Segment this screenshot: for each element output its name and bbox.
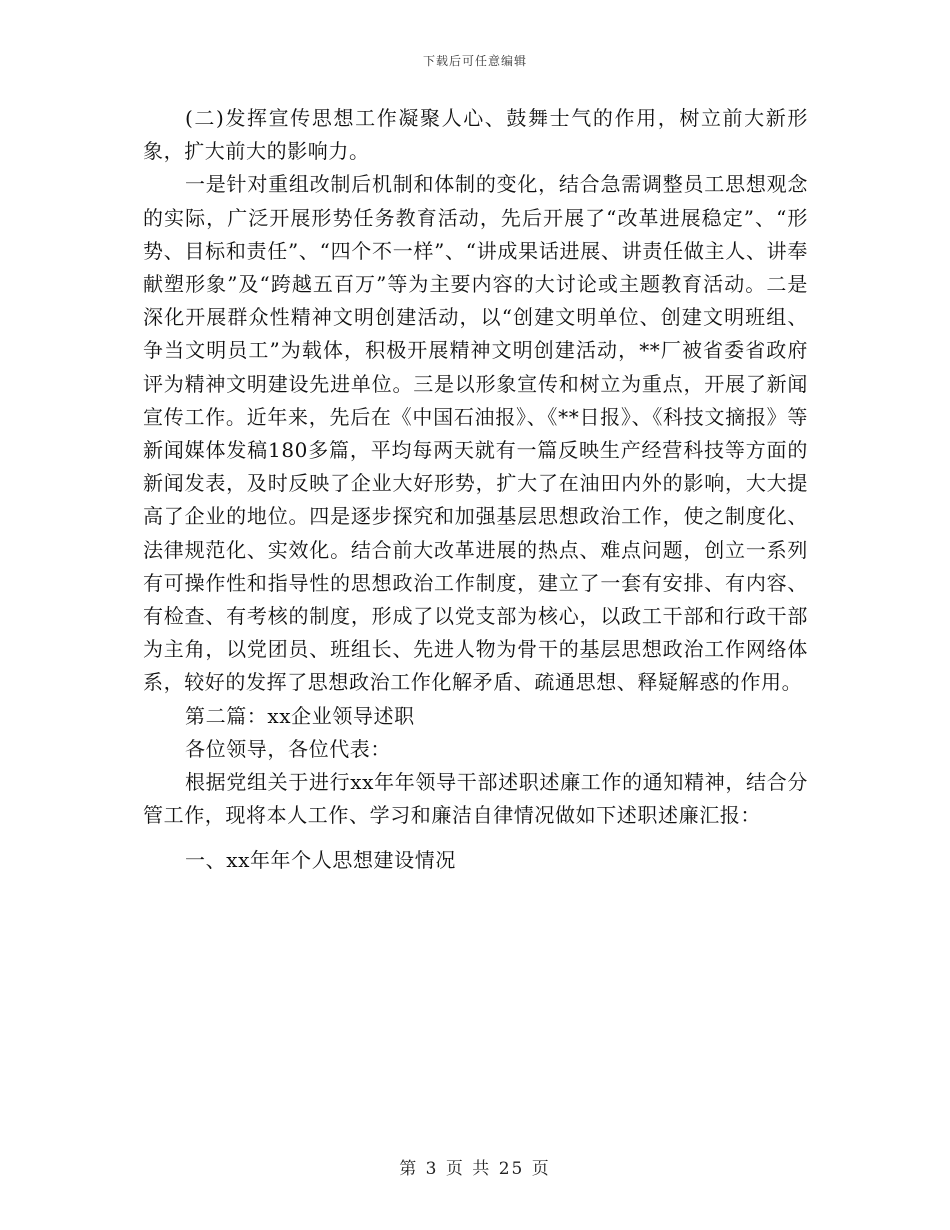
document-body bbox=[143, 102, 808, 878]
chapter-title-second: 第二篇：xx企业领导述职 bbox=[185, 703, 415, 728]
body-paragraph-intro: 根据党组关于进行xx年年领导干部述职述廉工作的通知精神，结合分管工作，现将本人工作、学习和廉洁自律情况做如下述职述廉汇报： bbox=[143, 770, 808, 828]
page-number-footer: 第 3 页 共 25 页 bbox=[399, 1159, 551, 1179]
page-header-note: 下载后可任意编辑 bbox=[422, 54, 527, 68]
section-heading-ideology: 一、xx年年个人思想建设情况 bbox=[185, 848, 456, 873]
section-heading-propaganda: (二)发挥宣传思想工作凝聚人心、鼓舞士气的作用，树立前大新形象，扩大前大的影响力。 bbox=[143, 106, 808, 164]
body-paragraph-propaganda-work: 一是针对重组改制后机制和体制的变化，结合急需调整员工思想观念的实际，广泛开展形势任务教育活动，先后开展了“改革进展稳定”、“形势、目标和责任”、“四个不一样”、“讲成果话进展、讲责任做主人、讲奉献塑形象”及“跨越五百万”等为主要内容的大讨论或主题教育活动。二是深化开展群众性精神文明创建活动，以“创建文明单位、创建文明班组、争当文明员工”为载体，积极开展精神文明创建活动，**厂被省委省政府评为精神文明建设先进单位。三是以形象宣传和树立为重点，开展了新闻宣传工作。近年来，先后在《中国石油报》、《**日报》、《科技文摘报》等新闻媒体发稿180多篇，平均每两天就有一篇反映生产经营科技等方面的新闻发表，及时反映了企业大好形势，扩大了在油田内外的影响，大大提高了企业的地位。四是逐步探究和加强基层思想政治工作，使之制度化、法律规范化、实效化。结合前大改革进展的热点、难点问题，创立一系列有可操作性和指导性的思想政治工作制度，建立了一套有安排、有内容、有检查、有考核的制度，形成了以党支部为核心，以政工干部和行政干部为主角，以党团员、班组长、先进人物为骨干的基层思想政治工作网络体系，较好的发挥了思想政治工作化解矛盾、疏通思想、释疑解惑的作用。 bbox=[143, 172, 808, 695]
salutation: 各位领导，各位代表： bbox=[185, 736, 391, 761]
